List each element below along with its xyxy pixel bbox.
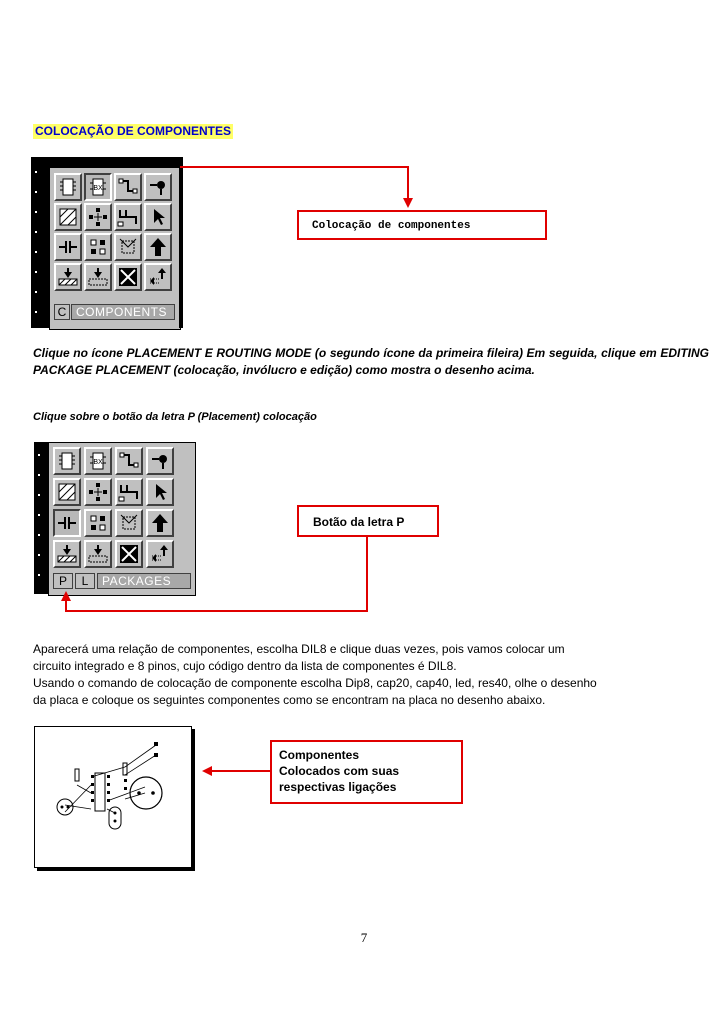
rotate-icon <box>116 235 140 259</box>
tool-button-capacitor[interactable] <box>53 509 81 537</box>
callout-p-button-text: Botão da letra P <box>313 515 405 529</box>
pads-icon <box>86 511 110 535</box>
dip-ic-icon <box>56 175 80 199</box>
place-down-icon <box>56 265 80 289</box>
callout-p-button <box>297 505 439 537</box>
via-icon <box>146 175 170 199</box>
callout-placement-text: Colocação de componentes <box>312 220 471 232</box>
ic-select-icon <box>86 449 110 473</box>
tool-button-move-arrows[interactable] <box>144 263 172 291</box>
route-track-icon <box>117 480 141 504</box>
ic-select-icon <box>86 175 110 199</box>
up-arrow-icon <box>148 511 172 535</box>
down-dashed-icon <box>86 265 110 289</box>
callout-line: respectivas ligações <box>279 780 397 794</box>
instruction-paragraph-1: Clique no ícone PLACEMENT E ROUTING MODE (o segundo ícone da primeira fileira) Em seguida, clique em EDITING PACKAGE PLACEMENT (colocação, invólucro e edição) como mostra o desenho acima. <box>33 346 709 377</box>
tool-button-move-nodes[interactable] <box>84 203 112 231</box>
route-track-icon <box>116 205 140 229</box>
tool-button-cursor-arrow[interactable] <box>146 478 174 506</box>
tool-button-dip-ic[interactable] <box>54 173 82 201</box>
tool-button-move-nodes[interactable] <box>84 478 112 506</box>
dip-ic-icon <box>55 449 79 473</box>
callout-arrow-3 <box>200 764 272 778</box>
tool-button-route-track[interactable] <box>114 203 142 231</box>
tool-button-capacitor[interactable] <box>54 233 82 261</box>
toolbar-top-border <box>49 157 179 167</box>
capacitor-icon <box>55 511 79 535</box>
page-number: 7 <box>360 930 368 945</box>
via-icon <box>148 449 172 473</box>
hatch-icon <box>55 480 79 504</box>
tool-button-route[interactable] <box>115 447 143 475</box>
pcb-components-drawing <box>35 727 191 867</box>
tool-button-up-arrow[interactable] <box>144 233 172 261</box>
toolbar-ruler <box>31 157 49 328</box>
tool-button-x-delete[interactable] <box>114 263 142 291</box>
tool-button-up-arrow[interactable] <box>146 509 174 537</box>
tool-button-via[interactable] <box>146 447 174 475</box>
tab-l[interactable]: L <box>75 573 95 589</box>
tab-c[interactable]: C <box>54 304 70 320</box>
callout-arrow-1 <box>180 166 420 212</box>
tool-button-route-track[interactable] <box>115 478 143 506</box>
tool-button-pads[interactable] <box>84 509 112 537</box>
tool-button-ic-select[interactable] <box>84 173 112 201</box>
route-icon <box>117 449 141 473</box>
tool-button-route[interactable] <box>114 173 142 201</box>
svg-text:BX: BX <box>93 459 103 466</box>
tab-packages[interactable]: PACKAGES <box>97 573 191 589</box>
tool-button-down-dashed[interactable] <box>84 263 112 291</box>
rotate-icon <box>117 511 141 535</box>
instruction-paragraph-2: Clique sobre o botão da letra P (Placement) colocação <box>33 411 317 423</box>
tool-button-rotate[interactable] <box>115 509 143 537</box>
tool-button-hatch[interactable] <box>54 203 82 231</box>
toolbar-ruler <box>34 442 48 594</box>
up-arrow-icon <box>146 235 170 259</box>
move-arrows-icon <box>146 265 170 289</box>
toolbar-panel <box>49 167 181 330</box>
tab-p[interactable]: P <box>53 573 73 589</box>
cursor-arrow-icon <box>146 205 170 229</box>
callout-placed-components <box>270 740 463 804</box>
tool-button-dip-ic[interactable] <box>53 447 81 475</box>
tool-button-via[interactable] <box>144 173 172 201</box>
cursor-arrow-icon <box>148 480 172 504</box>
section-heading: COLOCAÇÃO DE COMPONENTES <box>35 124 232 138</box>
callout-arrow-2 <box>56 537 376 617</box>
pads-icon <box>86 235 110 259</box>
paragraph-line: Usando o comando de colocação de componente escolha Dip8, cap20, cap40, led, res40, olhe o desenho <box>33 676 597 690</box>
hatch-icon <box>56 205 80 229</box>
callout-line: Colocados com suas <box>279 764 400 778</box>
route-icon <box>116 175 140 199</box>
svg-text:BX: BX <box>93 185 103 192</box>
capacitor-icon <box>56 235 80 259</box>
move-nodes-icon <box>86 480 110 504</box>
callout-line: Componentes <box>279 748 360 762</box>
tool-button-rotate[interactable] <box>114 233 142 261</box>
tab-components[interactable]: COMPONENTS <box>71 304 175 320</box>
x-delete-icon <box>116 265 140 289</box>
tool-button-cursor-arrow[interactable] <box>144 203 172 231</box>
toolbar-screenshot-components <box>31 157 183 328</box>
tool-button-place-down[interactable] <box>54 263 82 291</box>
callout-placement <box>297 210 547 240</box>
paragraph-line: Aparecerá uma relação de componentes, escolha DIL8 e clique duas vezes, pois vamos colocar um <box>33 642 565 656</box>
paragraph-line: da placa e coloque os seguintes componentes como se encontram na placa no desenho abaixo. <box>33 693 546 707</box>
pcb-layout-drawing <box>34 726 192 868</box>
move-nodes-icon <box>86 205 110 229</box>
tool-button-pads[interactable] <box>84 233 112 261</box>
paragraph-line: circuito integrado e 8 pinos, cujo código dentro da lista de componentes é DIL8. <box>33 659 457 673</box>
tool-button-hatch[interactable] <box>53 478 81 506</box>
tool-button-ic-select[interactable] <box>84 447 112 475</box>
instruction-paragraph-3 <box>33 641 713 709</box>
